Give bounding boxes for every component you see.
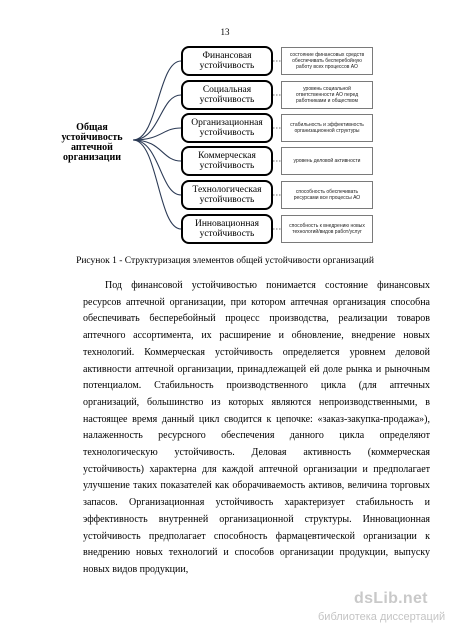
desc-financial: состояние финансовых средств обеспечивать бесперебойную работу всех процессов АО [281, 47, 373, 75]
node-organizational: Организационная устойчивость [181, 113, 273, 143]
node-commercial: Коммерческая устойчивость [181, 146, 273, 176]
body-paragraph: Под финансовой устойчивостью понимается состояние финансовых ресурсов аптечной организации, при котором аптечная организация способна обеспечивать бесперебойный процесс производства, реализации товаров аптечного ассортимента, их расширение и обновление, внедрение новых технологий. Коммерческая устойчивость определяется уровнем деловой активности аптечной организации, принадлежащей ей доле рынка и рыночным потенциалом. Стабильность производственного цикла (для аптечных организаций, большинство из которых являются непроизводственными, в настоящее время данный цикл сводится к цепочке: «заказ-закупка-продажа»), налаженность ресурсного обеспечения данного цикла определяют технологическую устойчивость. Деловая активность (коммерческая устойчивость) характерна для каждой аптечной организации и предполагает улучшение таких показателей как оборачиваемость активов, величина торговых запасов. Организационная устойчивость характеризует стабильность и эффективность внутренней организационной структуры. Инновационная устойчивость предполагает способность фармацевтической организации к внедрению новых технологий и способов организации продукции, выпуску новых видов продукции, [83, 280, 430, 575]
root-node: Общая устойчивость аптечной организации [61, 122, 123, 163]
body-text [83, 278, 430, 579]
watermark [318, 590, 446, 630]
node-innovative: Инновационная устойчивость [181, 214, 273, 244]
connector-financial [133, 61, 181, 140]
structure-diagram [0, 40, 450, 250]
watermark-subtitle: библиотека диссертаций [318, 611, 446, 623]
desc-innovative: способность к внедрению новых технологий/видов работ/услуг [281, 215, 373, 243]
node-technological: Технологическая устойчивость [181, 180, 273, 210]
page-number: 13 [220, 27, 230, 37]
node-social: Социальная устойчивость [181, 80, 273, 110]
connector-technological [133, 140, 181, 195]
desc-social: уровень социальной ответственности АО перед работниками и обществом [281, 81, 373, 109]
connector-innovative [133, 140, 181, 229]
figure-caption: Рисунок 1 - Структуризация элементов общей устойчивости организаций [76, 256, 374, 266]
desc-technological: способность обеспечивать ресурсами все процессы АО [281, 181, 373, 209]
watermark-logo: dsLib.net [354, 590, 428, 607]
desc-organizational: стабильность и эффективность организационной структуры [281, 114, 373, 142]
desc-commercial: уровень деловой активности [281, 147, 373, 175]
node-financial: Финансовая устойчивость [181, 46, 273, 76]
